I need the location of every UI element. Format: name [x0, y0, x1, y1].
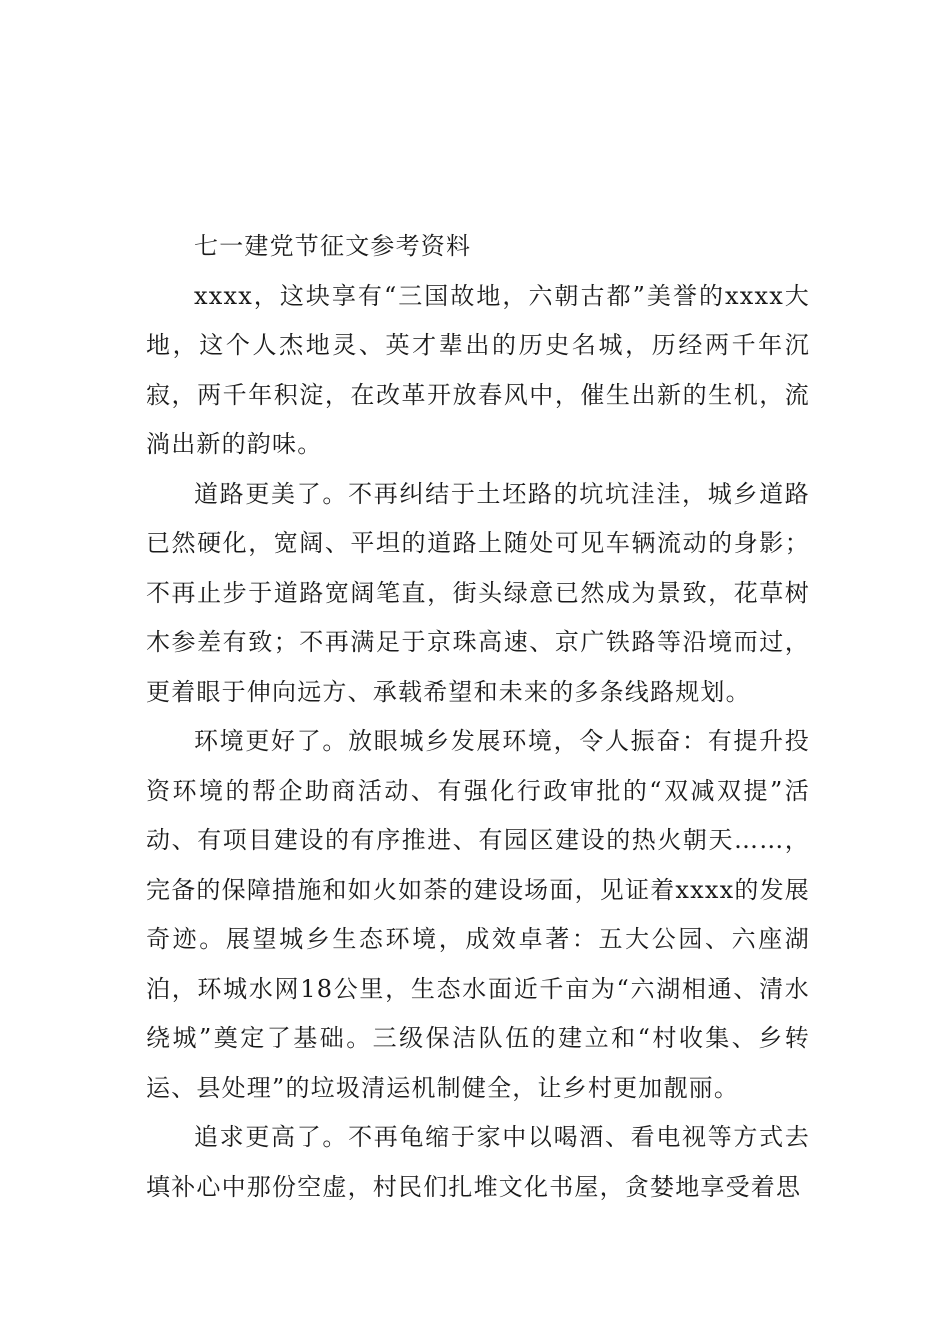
paragraph-pursuit: 追求更高了。不再龟缩于家中以喝酒、看电视等方式去填补心中那份空虚，村民们扎堆文化书屋，贪婪地享受着思 [146, 1123, 810, 1201]
document-body [146, 222, 810, 1212]
document-title: 七一建党节征文参考资料 [194, 232, 472, 260]
paragraph-environment: 环境更好了。放眼城乡发展环境，令人振奋：有提升投资环境的帮企助商活动、有强化行政审批的“双减双提”活动、有项目建设的有序推进、有园区建设的热火朝天……，完备的保障措施和如火如荼的建设场面，见证着xxxx的发展奇迹。展望城乡生态环境，成效卓著：五大公园、六座湖泊，环城水网18公里，生态水面近千亩为“六湖相通、清水绕城”奠定了基础。三级保洁队伍的建立和“村收集、乡转运、县处理”的垃圾清运机制健全，让乡村更加靓丽。 [146, 727, 810, 1102]
paragraph-intro: xxxx，这块享有“三国故地，六朝古都”美誉的xxxx大地，这个人杰地灵、英才辈出的历史名城，历经两千年沉寂，两千年积淀，在改革开放春风中，催生出新的生机，流淌出新的韵味。 [146, 281, 810, 458]
paragraph-roads: 道路更美了。不再纠结于土坯路的坑坑洼洼，城乡道路已然硬化，宽阔、平坦的道路上随处可见车辆流动的身影；不再止步于道路宽阔笔直，街头绿意已然成为景致，花草树木参差有致；不再满足于京珠高速、京广铁路等沿境而过，更着眼于伸向远方、承载希望和未来的多条线路规划。 [146, 479, 810, 706]
